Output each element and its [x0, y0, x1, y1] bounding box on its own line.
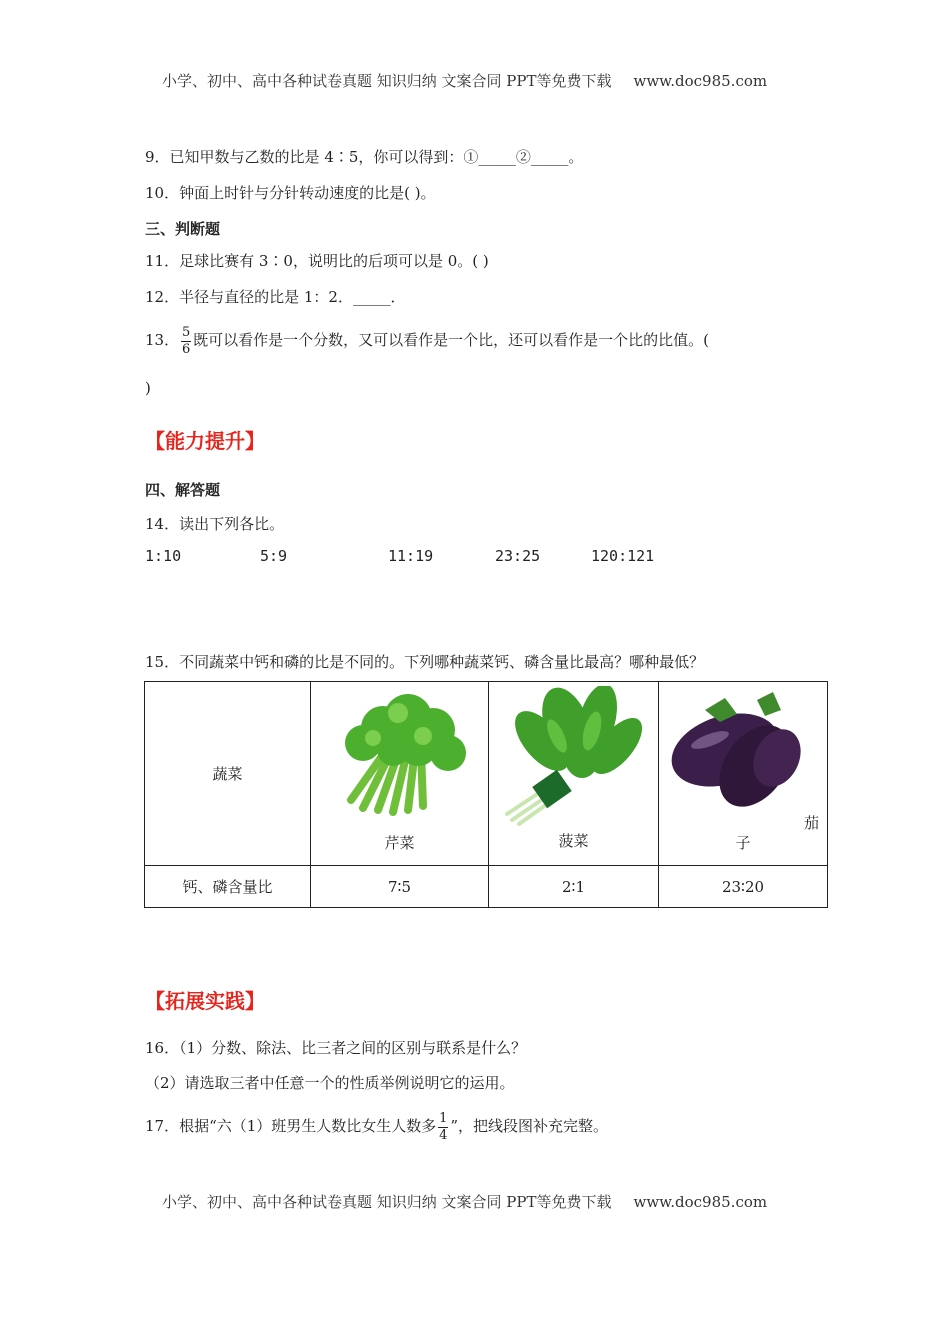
question-14: 14．读出下列各比。 [145, 515, 285, 533]
banner-ability: 【能力提升】 [145, 429, 265, 453]
ratio-item: 120:121 [591, 547, 655, 565]
question-9: 9．已知甲数与乙数的比是 4∶5，你可以得到：①_____②_____。 [145, 148, 584, 166]
page-footer [162, 1191, 767, 1212]
question-11: 11．足球比赛有 3∶0，说明比的后项可以是 0。( ) [145, 252, 489, 270]
ratio-item: 23:25 [495, 547, 541, 565]
fraction-5-6 [181, 326, 191, 357]
row-header-vegetable [145, 682, 311, 866]
footer-site[interactable]: www.doc985.com [633, 1193, 768, 1211]
celery-image [323, 688, 473, 818]
question-16b: （2）请选取三者中任意一个的性质举例说明它的运用。 [145, 1074, 515, 1092]
question-17-pre: 17．根据“六（1）班男生人数比女生人数多 [145, 1117, 437, 1135]
question-13-text: 既可以看作是一个分数，又可以看作是一个比，还可以看作是一个比的比值。( [193, 331, 709, 349]
question-13-close: ) [145, 379, 151, 397]
banner-extension: 【拓展实践】 [145, 989, 265, 1013]
eggplant-label-part1: 茄 [804, 814, 820, 832]
question-15: 15．不同蔬菜中钙和磷的比是不同的。下列哪种蔬菜钙、磷含量比最高？哪种最低？ [145, 653, 705, 671]
question-10: 10．钟面上时针与分针转动速度的比是( )。 [145, 184, 436, 202]
question-13-number: 13． [145, 331, 180, 349]
ratio-item: 5:9 [260, 547, 288, 565]
fraction-1-4 [438, 1112, 448, 1143]
header-text: 小学、初中、高中各种试卷真题 知识归纳 文案合同 PPT等免费下载 [162, 72, 612, 90]
ratio-item: 11:19 [388, 547, 434, 565]
row-header-label: 蔬菜 [212, 765, 243, 783]
table-row [145, 682, 828, 866]
fraction-denominator: 6 [181, 341, 191, 357]
fraction-numerator: 5 [181, 324, 191, 340]
row-header-label: 钙、磷含量比 [182, 878, 273, 896]
ratio-item: 1:10 [145, 547, 182, 565]
header-site[interactable]: www.doc985.com [633, 72, 768, 90]
spinach-ratio: 2∶1 [489, 866, 659, 908]
spinach-cell [489, 682, 659, 866]
section-judgment: 三、判断题 [145, 220, 221, 238]
footer-text: 小学、初中、高中各种试卷真题 知识归纳 文案合同 PPT等免费下载 [162, 1193, 612, 1211]
page-header [162, 70, 767, 91]
question-16a: 16．（1）分数、除法、比三者之间的区别与联系是什么？ [145, 1039, 527, 1057]
celery-label: 芹菜 [384, 834, 415, 852]
eggplant-image [665, 688, 805, 808]
table-row [145, 866, 828, 908]
spinach-image [497, 686, 647, 826]
celery-ratio: 7∶5 [311, 866, 489, 908]
row-header-ratio [145, 866, 311, 908]
vegetable-table [144, 681, 828, 908]
question-17 [145, 1104, 608, 1148]
eggplant-ratio: 23∶20 [659, 866, 828, 908]
question-17-post: ”，把线段图补充完整。 [450, 1117, 608, 1135]
fraction-numerator: 1 [439, 1110, 448, 1126]
eggplant-cell [659, 682, 828, 866]
question-13 [145, 318, 709, 362]
eggplant-label-part2: 子 [735, 834, 751, 852]
fraction-denominator: 4 [439, 1127, 448, 1143]
spinach-label: 菠菜 [558, 832, 589, 850]
section-answers: 四、解答题 [145, 481, 221, 499]
celery-cell [311, 682, 489, 866]
question-12: 12．半径与直径的比是 1：2．_____． [145, 288, 406, 306]
